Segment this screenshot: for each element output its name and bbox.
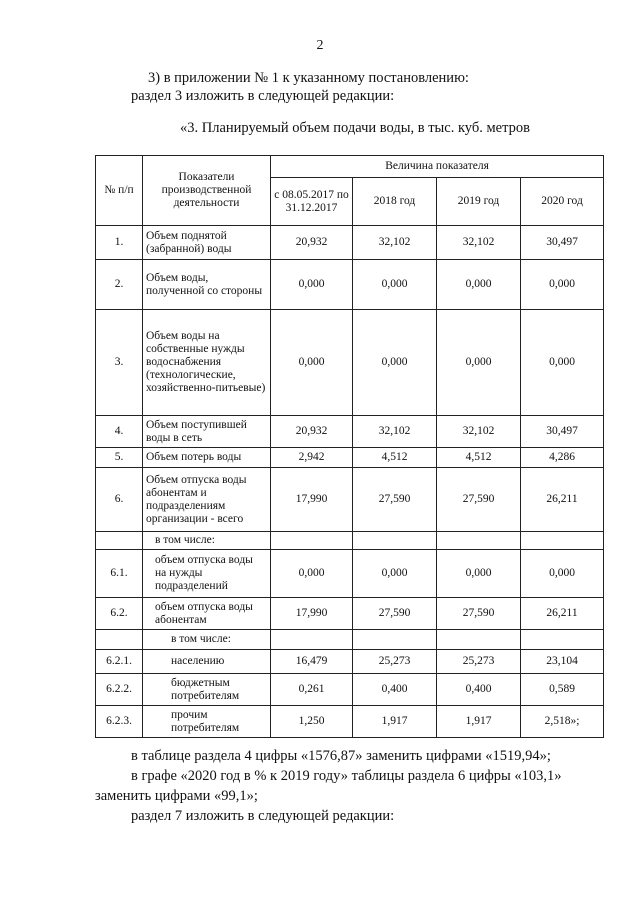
row-value: 4,512 <box>353 448 437 468</box>
row-value: 0,261 <box>271 674 353 706</box>
row-value: 0,000 <box>271 310 353 416</box>
header-num: № п/п <box>96 156 143 226</box>
row-value: 20,932 <box>271 416 353 448</box>
row-num: 6.2.2. <box>96 674 143 706</box>
table-row <box>96 650 604 674</box>
row-value: 0,000 <box>521 260 604 310</box>
row-value: 17,990 <box>271 598 353 630</box>
table-row <box>96 550 604 598</box>
row-value <box>271 630 353 650</box>
row-value: 1,250 <box>271 706 353 738</box>
row-value: 20,932 <box>271 226 353 260</box>
row-value <box>437 532 521 550</box>
row-value: 32,102 <box>353 226 437 260</box>
table-row <box>96 226 604 260</box>
table-row <box>96 260 604 310</box>
row-name: Объем отпуска воды абонентам и подразделениям организации - всего <box>143 468 271 532</box>
row-value: 0,000 <box>353 260 437 310</box>
row-name: прочим потребителям <box>143 706 271 738</box>
paragraph-table-4-change: в таблице раздела 4 цифры «1576,87» заменить цифрами «1519,94»; <box>131 748 551 764</box>
row-name: населению <box>143 650 271 674</box>
row-value: 4,512 <box>437 448 521 468</box>
row-value: 0,400 <box>353 674 437 706</box>
table-row <box>96 468 604 532</box>
row-name: в том числе: <box>143 532 271 550</box>
row-value: 27,590 <box>437 598 521 630</box>
row-name: Объем воды, полученной со стороны <box>143 260 271 310</box>
table-row <box>96 706 604 738</box>
row-value: 0,000 <box>437 310 521 416</box>
page-number: 2 <box>316 38 324 53</box>
paragraph-section-7: раздел 7 изложить в следующей редакции: <box>131 808 395 824</box>
row-value: 0,000 <box>353 550 437 598</box>
row-value: 0,000 <box>353 310 437 416</box>
row-name: объем отпуска воды абонентам <box>143 598 271 630</box>
row-value <box>353 532 437 550</box>
header-period-1: с 08.05.2017 по 31.12.2017 <box>271 178 353 226</box>
row-num <box>96 532 143 550</box>
row-value <box>521 532 604 550</box>
header-value: Величина показателя <box>271 156 604 178</box>
row-num: 3. <box>96 310 143 416</box>
row-name: в том числе: <box>143 630 271 650</box>
header-period-4: 2020 год <box>521 178 604 226</box>
row-value: 0,000 <box>521 310 604 416</box>
header-period-2: 2018 год <box>353 178 437 226</box>
row-value: 17,990 <box>271 468 353 532</box>
section-heading: «3. Планируемый объем подачи воды, в тыс. куб. метров <box>180 120 530 136</box>
row-num: 6.1. <box>96 550 143 598</box>
row-value: 32,102 <box>437 416 521 448</box>
paragraph-table-6-change-line-2: заменить цифрами «99,1»; <box>95 788 258 804</box>
row-num: 2. <box>96 260 143 310</box>
intro-line-1: 3) в приложении № 1 к указанному постановлению: <box>148 70 469 86</box>
row-value: 0,000 <box>271 550 353 598</box>
table-row <box>96 448 604 468</box>
row-value: 0,000 <box>437 260 521 310</box>
table-row <box>96 630 604 650</box>
row-name: Объем потерь воды <box>143 448 271 468</box>
row-value: 27,590 <box>353 598 437 630</box>
row-value: 0,000 <box>271 260 353 310</box>
header-period-3: 2019 год <box>437 178 521 226</box>
table-row <box>96 532 604 550</box>
row-value: 2,518»; <box>521 706 604 738</box>
row-value: 1,917 <box>437 706 521 738</box>
row-value: 25,273 <box>437 650 521 674</box>
row-value: 0,589 <box>521 674 604 706</box>
row-num: 1. <box>96 226 143 260</box>
row-value: 26,211 <box>521 468 604 532</box>
row-value <box>521 630 604 650</box>
row-value: 30,497 <box>521 416 604 448</box>
row-value: 4,286 <box>521 448 604 468</box>
row-value: 27,590 <box>353 468 437 532</box>
table-row <box>96 598 604 630</box>
row-name: бюджетным потребителям <box>143 674 271 706</box>
row-value: 23,104 <box>521 650 604 674</box>
row-value: 0,000 <box>437 550 521 598</box>
row-num: 6.2.3. <box>96 706 143 738</box>
row-value: 2,942 <box>271 448 353 468</box>
intro-line-2: раздел 3 изложить в следующей редакции: <box>131 88 395 104</box>
row-value: 27,590 <box>437 468 521 532</box>
row-num <box>96 630 143 650</box>
row-num: 6.2.1. <box>96 650 143 674</box>
row-value: 0,400 <box>437 674 521 706</box>
row-num: 6.2. <box>96 598 143 630</box>
row-value: 26,211 <box>521 598 604 630</box>
row-value <box>437 630 521 650</box>
table-row <box>96 416 604 448</box>
row-value: 32,102 <box>353 416 437 448</box>
row-value: 1,917 <box>353 706 437 738</box>
row-value: 16,479 <box>271 650 353 674</box>
row-value <box>353 630 437 650</box>
header-indicator: Показатели производственной деятельности <box>143 156 271 226</box>
row-name: Объем воды на собственные нужды водоснабжения (технологические, хозяйственно-питьевые) <box>143 310 271 416</box>
row-name: Объем поступившей воды в сеть <box>143 416 271 448</box>
paragraph-table-6-change-line-1: в графе «2020 год в % к 2019 году» таблицы раздела 6 цифры «103,1» <box>131 768 562 784</box>
row-value: 25,273 <box>353 650 437 674</box>
row-num: 6. <box>96 468 143 532</box>
table-row <box>96 674 604 706</box>
row-value <box>271 532 353 550</box>
table-row <box>96 310 604 416</box>
row-name: Объем поднятой (забранной) воды <box>143 226 271 260</box>
row-num: 5. <box>96 448 143 468</box>
row-num: 4. <box>96 416 143 448</box>
water-volume-table <box>95 155 604 738</box>
row-value: 32,102 <box>437 226 521 260</box>
row-name: объем отпуска воды на нужды подразделений <box>143 550 271 598</box>
row-value: 30,497 <box>521 226 604 260</box>
row-value: 0,000 <box>521 550 604 598</box>
